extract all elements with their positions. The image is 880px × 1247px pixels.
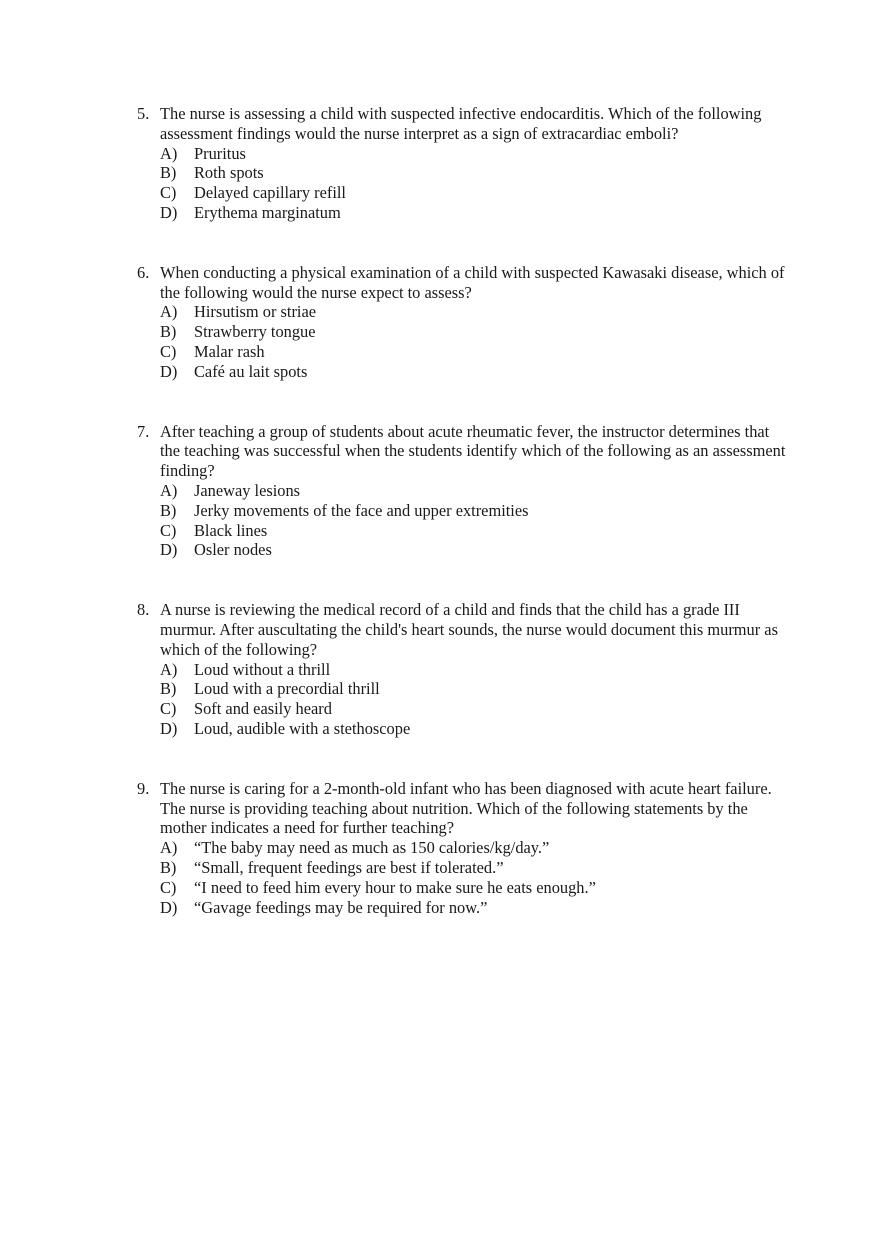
question-list — [137, 104, 787, 957]
option-text: Strawberry tongue — [194, 322, 316, 342]
answer-option-c — [137, 342, 787, 362]
question-6 — [137, 263, 787, 382]
question-stem — [137, 263, 787, 303]
option-text: Loud with a precordial thrill — [194, 679, 380, 699]
answer-option-a — [137, 481, 787, 501]
answer-option-d — [137, 203, 787, 223]
option-letter: C) — [160, 341, 177, 361]
question-stem — [137, 104, 787, 144]
option-text: Loud without a thrill — [194, 659, 331, 679]
question-text: After teaching a group of students about acute rheumatic fever, the instructor determines that the teaching was successful when the students identify which of the following as an assessment finding? — [160, 421, 786, 481]
option-text: Malar rash — [194, 341, 265, 361]
option-text: Erythema marginatum — [194, 202, 341, 222]
option-text: “I need to feed him every hour to make sure he eats enough.” — [194, 877, 596, 897]
option-letter: A) — [160, 480, 178, 500]
option-letter: C) — [160, 183, 177, 203]
option-text: Osler nodes — [194, 540, 272, 560]
option-text: Black lines — [194, 520, 268, 540]
question-9 — [137, 779, 787, 918]
question-text: When conducting a physical examination of a child with suspected Kawasaki disease, which of the following would the nurse expect to assess? — [160, 262, 785, 302]
answer-option-d — [137, 362, 787, 382]
option-letter: B) — [160, 857, 177, 877]
option-text: Loud, audible with a stethoscope — [194, 718, 411, 738]
option-text: “Small, frequent feedings are best if tolerated.” — [194, 857, 504, 877]
option-letter: B) — [160, 679, 177, 699]
answer-option-a — [137, 660, 787, 680]
answer-options — [137, 302, 787, 381]
option-letter: B) — [160, 500, 177, 520]
option-letter: C) — [160, 520, 177, 540]
question-5 — [137, 104, 787, 223]
question-number: 8. — [137, 600, 150, 620]
option-letter: A) — [160, 838, 178, 858]
question-stem — [137, 779, 787, 838]
option-text: Delayed capillary refill — [194, 183, 346, 203]
answer-option-d — [137, 719, 787, 739]
question-number: 9. — [137, 778, 150, 798]
question-text: A nurse is reviewing the medical record of a child and finds that the child has a grade III murmur. After auscultating the child's heart sounds, the nurse would document this murmur as which of the following? — [160, 600, 778, 659]
question-7 — [137, 422, 787, 561]
question-stem — [137, 422, 787, 481]
answer-options — [137, 838, 787, 917]
option-letter: D) — [160, 718, 178, 738]
option-text: “Gavage feedings may be required for now.” — [194, 897, 488, 917]
answer-option-a — [137, 838, 787, 858]
option-text: Pruritus — [194, 143, 246, 163]
option-text: “The baby may need as much as 150 calories/kg/day.” — [194, 838, 550, 858]
question-number: 5. — [137, 104, 150, 123]
answer-option-a — [137, 144, 787, 164]
option-letter: D) — [160, 361, 178, 381]
option-letter: B) — [160, 163, 177, 183]
option-letter: A) — [160, 143, 178, 163]
question-number: 7. — [137, 421, 150, 441]
answer-option-b — [137, 679, 787, 699]
answer-options — [137, 144, 787, 223]
answer-options — [137, 481, 787, 560]
question-number: 6. — [137, 262, 150, 282]
answer-options — [137, 660, 787, 739]
answer-option-c — [137, 183, 787, 203]
option-text: Roth spots — [194, 163, 264, 183]
option-letter: D) — [160, 540, 178, 560]
question-text: The nurse is assessing a child with suspected infective endocarditis. Which of the following assessment findings would the nurse interpret as a sign of extracardiac emboli? — [160, 104, 762, 143]
option-text: Hirsutism or striae — [194, 302, 317, 322]
question-8 — [137, 600, 787, 739]
question-stem — [137, 600, 787, 659]
option-letter: D) — [160, 202, 178, 222]
option-letter: C) — [160, 699, 177, 719]
answer-option-b — [137, 501, 787, 521]
answer-option-c — [137, 878, 787, 898]
answer-option-a — [137, 302, 787, 322]
answer-option-c — [137, 699, 787, 719]
option-letter: A) — [160, 659, 178, 679]
option-text: Jerky movements of the face and upper extremities — [194, 500, 529, 520]
answer-option-b — [137, 163, 787, 183]
option-text: Soft and easily heard — [194, 699, 332, 719]
answer-option-b — [137, 858, 787, 878]
answer-option-c — [137, 521, 787, 541]
option-letter: B) — [160, 322, 177, 342]
answer-option-b — [137, 322, 787, 342]
answer-option-d — [137, 898, 787, 918]
option-letter: D) — [160, 897, 178, 917]
option-letter: A) — [160, 302, 178, 322]
answer-option-d — [137, 540, 787, 560]
option-text: Janeway lesions — [194, 480, 301, 500]
option-letter: C) — [160, 877, 177, 897]
option-text: Café au lait spots — [194, 361, 308, 381]
question-text: The nurse is caring for a 2-month-old infant who has been diagnosed with acute heart failure. The nurse is providing teaching about nutrition. Which of the following statements by the mother indicates a need for further teaching? — [160, 778, 772, 838]
